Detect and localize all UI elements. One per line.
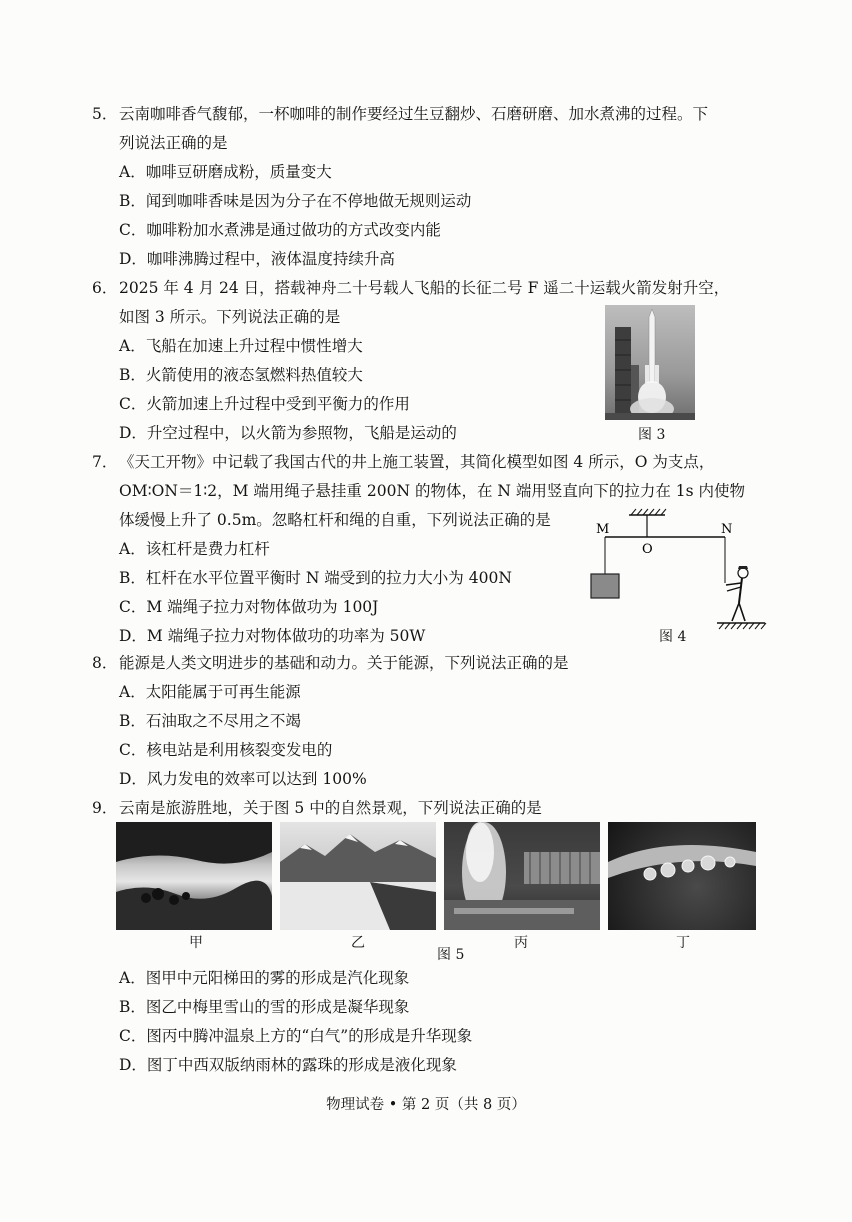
question-stem-line: 《天工开物》中记载了我国古代的井上施工装置，其简化模型如图 4 所示，O 为支点， — [119, 453, 715, 471]
photo-ding-dew-drops — [608, 822, 756, 930]
question-stem-line: 2025 年 4 月 24 日，搭载神舟二十号载人飞船的长征二号 F 遥二十运载火箭发射升空， — [119, 279, 730, 297]
question-number: 9． — [92, 799, 118, 817]
figure-5-caption: 图 5 — [437, 947, 465, 963]
photo-label-jia: 甲 — [189, 935, 203, 951]
photo-bing-hot-spring — [444, 822, 600, 930]
option-c: C．M 端绳子拉力对物体做功为 100J — [119, 598, 379, 616]
question-number: 8． — [92, 654, 118, 672]
photo-label-bing: 丙 — [514, 935, 528, 951]
question-stem-line: 云南是旅游胜地，关于图 5 中的自然景观，下列说法正确的是 — [119, 799, 542, 817]
option-d: D．图丁中西双版纳雨林的露珠的形成是液化现象 — [119, 1056, 457, 1074]
question-stem-line: 如图 3 所示。下列说法正确的是 — [119, 308, 341, 326]
option-a: A．太阳能属于可再生能源 — [119, 683, 301, 701]
option-d: D．升空过程中，以火箭为参照物，飞船是运动的 — [119, 424, 457, 442]
option-b: B．图乙中梅里雪山的雪的形成是凝华现象 — [119, 998, 410, 1016]
lever-label-o: O — [642, 542, 653, 557]
option-a: A．图甲中元阳梯田的雾的形成是汽化现象 — [119, 969, 410, 987]
option-a: A．飞船在加速上升过程中惯性增大 — [119, 337, 363, 355]
question-number: 7． — [92, 453, 118, 471]
photo-yi-snow-mountain — [280, 822, 436, 930]
figure-4-caption: 图 4 — [659, 629, 687, 645]
option-c: C．火箭加速上升过程中受到平衡力的作用 — [119, 395, 410, 413]
question-stem-line: OM∶ON＝1∶2，M 端用绳子悬挂重 200N 的物体，在 N 端用竖直向下的拉力在 1s 内使物 — [119, 482, 746, 500]
option-b: B．火箭使用的液态氢燃料热值较大 — [119, 366, 363, 384]
lever-diagram — [585, 505, 775, 645]
lever-label-n: N — [721, 522, 733, 537]
option-d: D．风力发电的效率可以达到 100% — [119, 770, 367, 788]
question-stem-line: 云南咖啡香气馥郁，一杯咖啡的制作要经过生豆翻炒、石磨研磨、加水煮沸的过程。下 — [119, 105, 709, 123]
question-stem-line: 能源是人类文明进步的基础和动力。关于能源，下列说法正确的是 — [119, 654, 569, 672]
photo-label-yi: 乙 — [351, 935, 365, 951]
option-d: D．M 端绳子拉力对物体做功的功率为 50W — [119, 627, 426, 645]
question-number: 5． — [92, 105, 118, 123]
option-c: C．图丙中腾冲温泉上方的“白气”的形成是升华现象 — [119, 1027, 473, 1045]
question-number: 6． — [92, 279, 118, 297]
option-a: A．该杠杆是费力杠杆 — [119, 540, 270, 558]
option-a: A．咖啡豆研磨成粉，质量变大 — [119, 163, 332, 181]
option-b: B．闻到咖啡香味是因为分子在不停地做无规则运动 — [119, 192, 472, 210]
option-c: C．核电站是利用核裂变发电的 — [119, 741, 333, 759]
rocket-launch-photo — [605, 305, 695, 420]
lever-label-m: M — [596, 522, 610, 537]
option-b: B．杠杆在水平位置平衡时 N 端受到的拉力大小为 400N — [119, 569, 512, 587]
option-d: D．咖啡沸腾过程中，液体温度持续升高 — [119, 250, 395, 268]
page-footer: 物理试卷 • 第 2 页（共 8 页） — [326, 1097, 526, 1113]
option-b: B．石油取之不尽用之不竭 — [119, 712, 301, 730]
photo-label-ding: 丁 — [676, 935, 690, 951]
photo-jia-terraces — [116, 822, 272, 930]
figure-3-caption: 图 3 — [638, 427, 666, 443]
option-c: C．咖啡粉加水煮沸是通过做功的方式改变内能 — [119, 221, 441, 239]
question-stem-line: 列说法正确的是 — [119, 134, 228, 152]
question-stem-line: 体缓慢上升了 0.5m。忽略杠杆和绳的自重，下列说法正确的是 — [119, 511, 551, 529]
